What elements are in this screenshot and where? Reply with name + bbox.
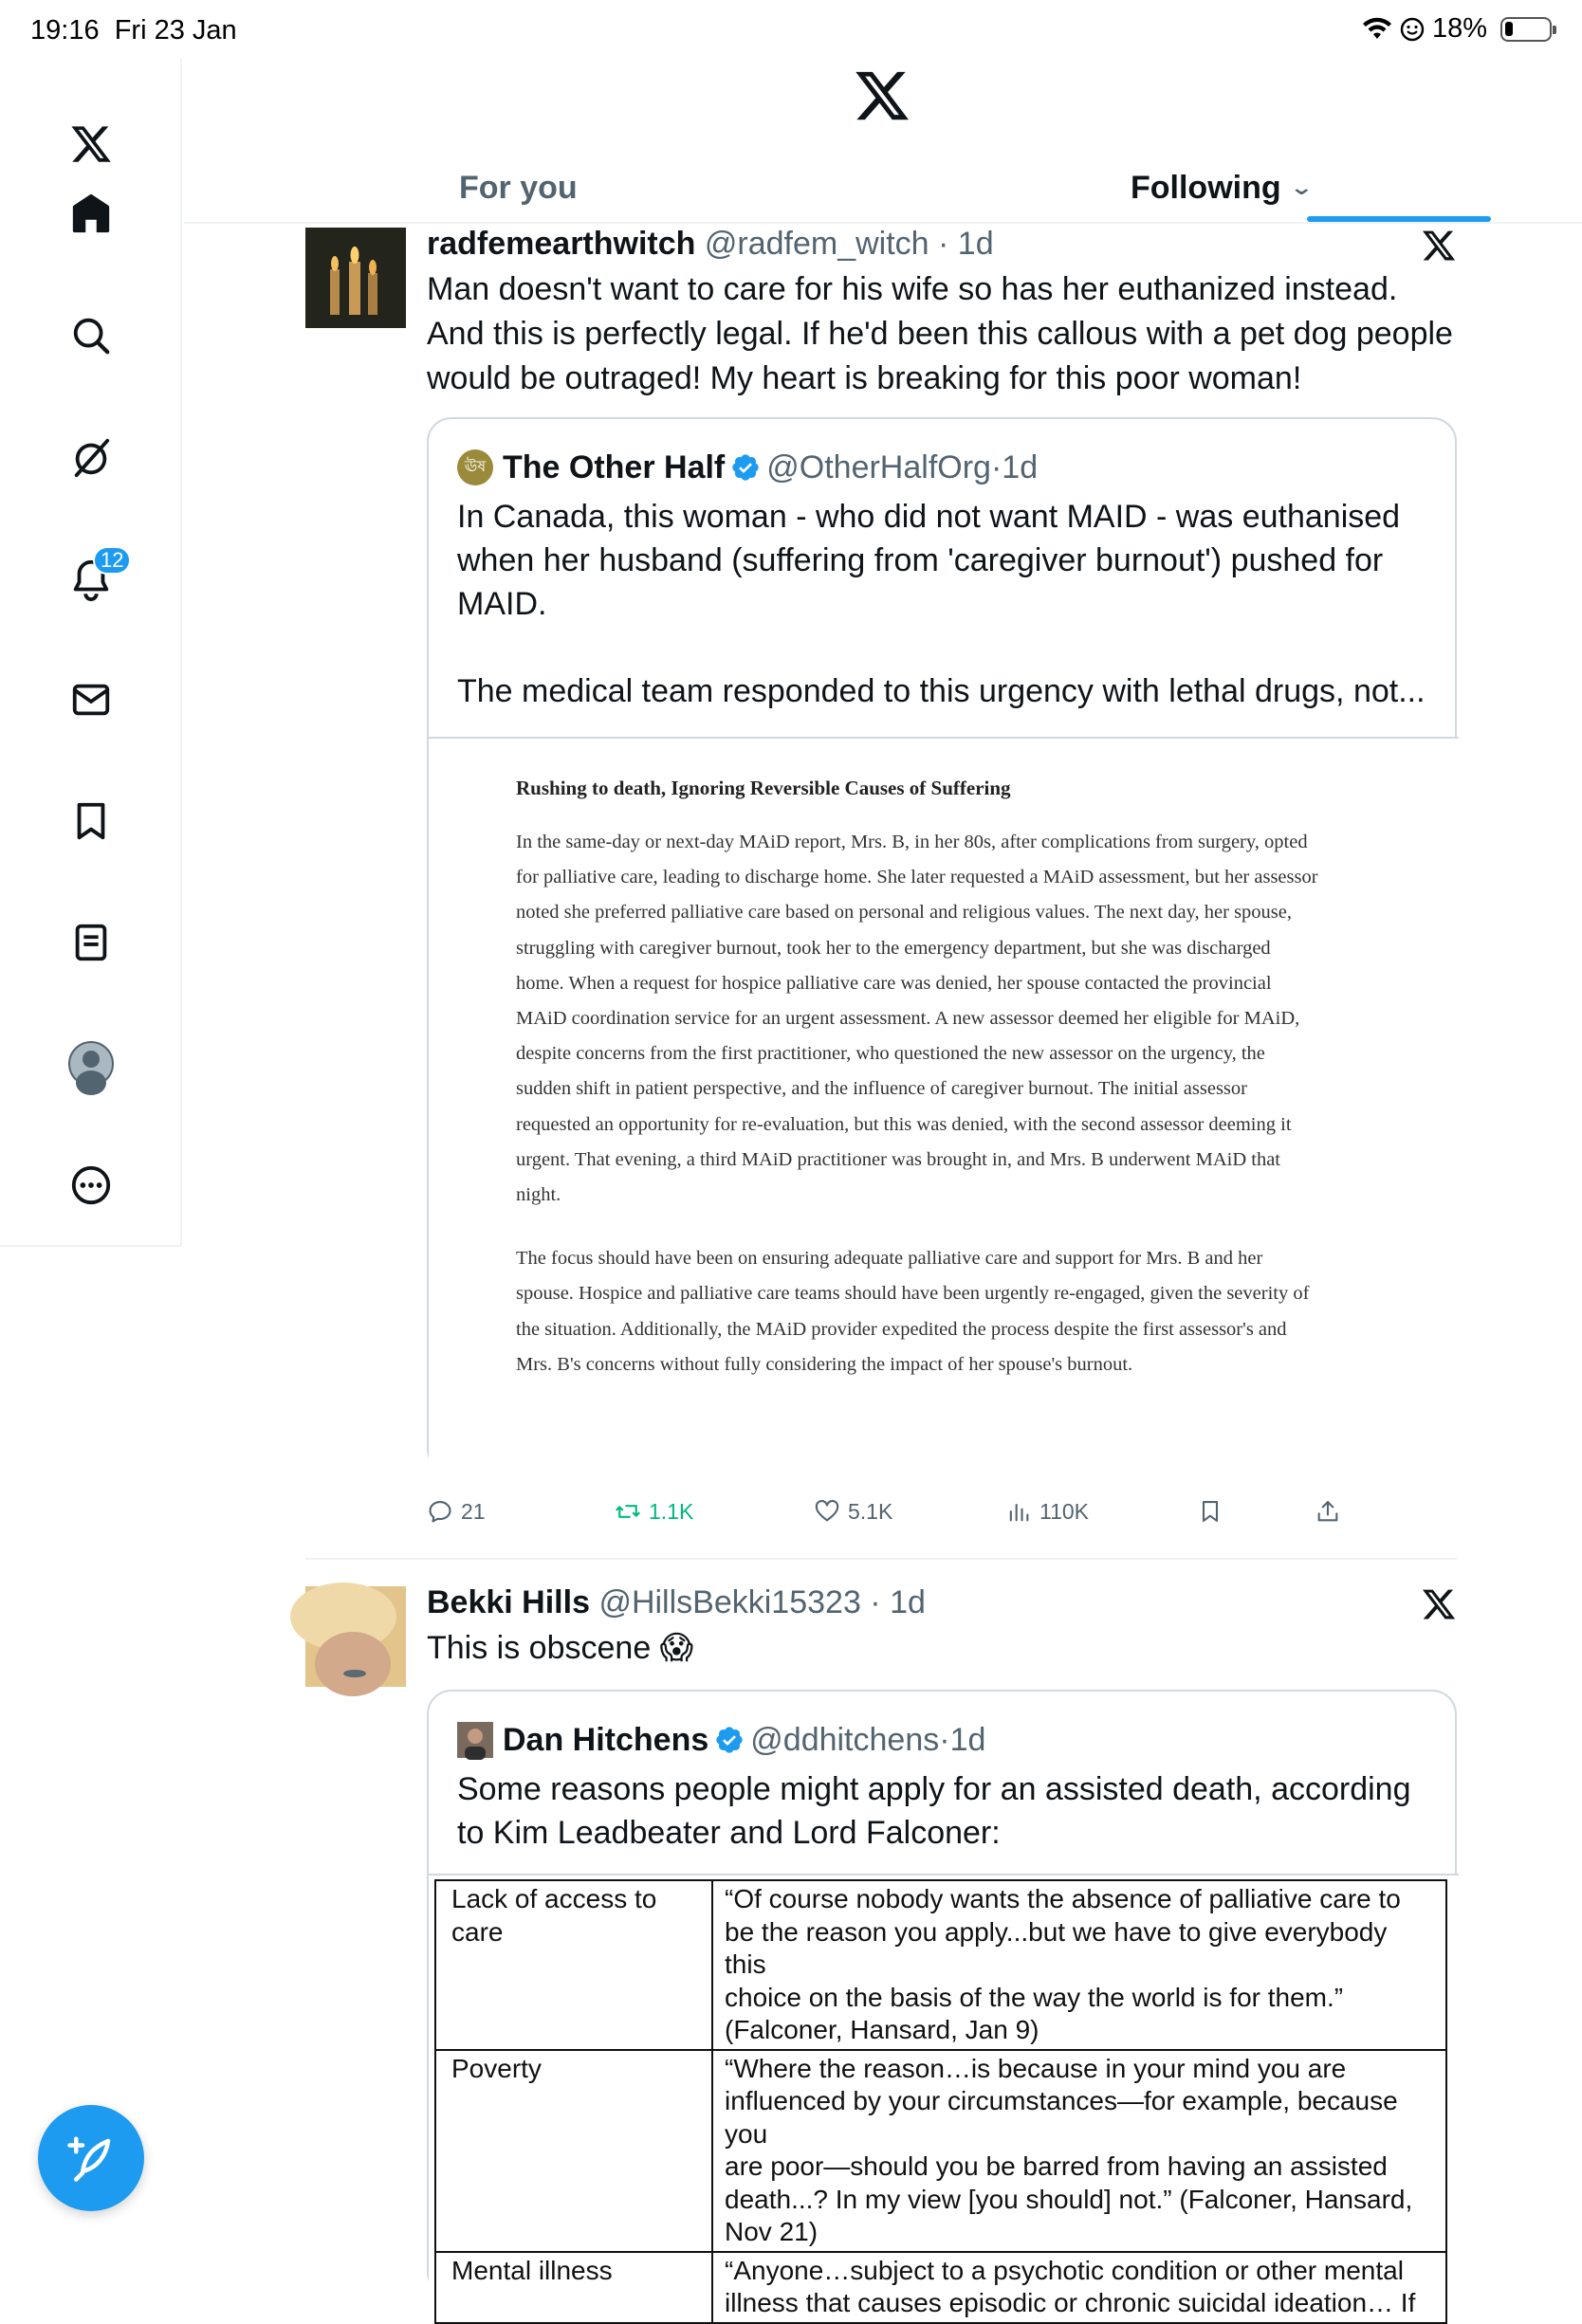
share-button[interactable] <box>1315 1492 1341 1530</box>
quoted-author-handle: @OtherHalfOrg <box>766 449 991 485</box>
sidebar-item-home[interactable] <box>53 176 129 252</box>
notification-badge: 12 <box>93 546 131 575</box>
active-tab-indicator <box>1307 216 1491 222</box>
tweet-card[interactable] <box>305 224 1457 1551</box>
tab-for-you-label: For you <box>459 169 578 206</box>
verified-badge-icon <box>714 1725 745 1755</box>
clock: 19:16 <box>30 15 100 46</box>
quoted-author-avatar <box>457 449 493 485</box>
quoted-tweet-header <box>457 448 1038 487</box>
heart-icon <box>814 1498 840 1525</box>
retweet-count: 1.1K <box>649 1498 694 1524</box>
quoted-tweet-header <box>457 1720 985 1760</box>
quoted-author-name: The Other Half <box>503 449 726 485</box>
status-indicators <box>1362 13 1552 45</box>
tweet-text: Man doesn't want to care for his wife so has her euthanized instead. And this is perfectly legal. If he'd been this callous with a pet dog people would be outraged! My heart is breaking for this poor woman! <box>427 271 1453 396</box>
retweet-icon <box>615 1498 641 1525</box>
document-paragraph: In the same-day or next-day MAiD report, Mrs. B, in her 80s, after complications from surgery, opted for palliative care, leading to discharge home. She later requested a MAiD assessment, but her assessor noted she preferred palliative care based on personal and religious values. The next day, her spouse, struggling with caregiver burnout, took her to the emergency department, but she was discharged home. When a request for hospice palliative care was denied, her spouse contacted the provincial MAiD coordination service for an urgent assessment. A new assessor deemed her eligible for MAiD, despite concerns from the first practitioner, who questioned the new assessor on the urgency, the sudden shift in patient perspective, and the influence of caregiver burnout. The initial assessor requested an opportunity for re-evaluation, but this was denied, with the second assessor deeming it urgent. That evening, a third MAiD practitioner was brought in, and Mrs. B underwent MAiD that night. <box>516 832 1318 1206</box>
list-icon <box>69 921 113 964</box>
quoted-tweet-image[interactable] <box>429 737 1459 1473</box>
table-cell <box>435 2252 712 2323</box>
verified-badge-icon <box>730 452 761 483</box>
reason-label: Poverty <box>451 2053 542 2083</box>
search-icon <box>69 314 113 357</box>
quoted-tweet-text: In Canada, this woman - who did not want MAID - was euthanised when her husband (suffering from 'caregiver burnout') pushed for MAID. The medical team responded to this urgency with lethal drugs, not... <box>457 499 1426 709</box>
quoted-tweet-image[interactable] <box>429 1874 1459 2317</box>
chevron-down-icon: ⌄ <box>1288 175 1314 199</box>
reason-label: Mental illness <box>451 2255 613 2285</box>
quoted-tweet-time: 1d <box>949 1722 986 1758</box>
reason-quote: “Of course nobody wants the absence of palliative care to be the reason you apply...but we have to give everybody this choice on the basis of the way the world is for them.” (Falconer, Hansard, Jan 9) <box>725 1884 1401 2044</box>
battery-icon <box>1500 17 1552 42</box>
table-cell <box>435 2050 712 2252</box>
separator: · <box>939 1722 950 1758</box>
reason-label: Lack of access to care <box>451 1884 657 1947</box>
reply-count: 21 <box>461 1498 486 1524</box>
sidebar-item-explore[interactable] <box>53 298 129 374</box>
tweet-header <box>427 1583 926 1622</box>
profile-avatar <box>68 1041 114 1087</box>
like-button[interactable] <box>814 1492 892 1530</box>
reply-button[interactable] <box>427 1492 486 1530</box>
sidebar-logo-button[interactable] <box>53 106 129 182</box>
sidebar-item-messages[interactable] <box>53 662 129 738</box>
sidebar-item-more[interactable] <box>53 1147 129 1223</box>
sidebar-item-bookmarks[interactable] <box>53 783 129 859</box>
author-avatar[interactable] <box>305 1586 406 1687</box>
quoted-author-avatar <box>457 1722 493 1758</box>
sidebar-item-grok[interactable] <box>53 419 129 495</box>
table-cell <box>712 2252 1446 2323</box>
document-screenshot <box>516 777 1322 1411</box>
tab-following[interactable] <box>1131 152 1314 224</box>
timeline-tabs <box>184 152 1582 224</box>
separator: · <box>860 1584 891 1620</box>
tweet-actions <box>427 1492 1457 1530</box>
separator: · <box>990 449 1003 485</box>
grok-icon <box>69 435 113 479</box>
wifi-icon <box>1362 17 1392 42</box>
table-cell <box>712 2050 1446 2252</box>
author-avatar[interactable] <box>305 228 406 328</box>
tweet-text: This is obscene 😱 <box>427 1630 694 1666</box>
reason-quote: “Where the reason…is because in your mind you are influenced by your circumstances—for example, because you are poor—should you be barred from having an assisted death...? In my view [you should] not.” (Falconer, Hansard, Nov 21) <box>725 2053 1413 2246</box>
compose-feather-icon <box>65 2132 117 2184</box>
x-logo-icon <box>69 122 113 166</box>
home-icon <box>69 192 113 236</box>
man-avatar-image <box>457 1722 493 1758</box>
tab-for-you[interactable] <box>459 152 578 224</box>
bookmark-icon <box>1197 1498 1223 1525</box>
reasons-table <box>434 1879 1447 2324</box>
share-icon <box>1315 1498 1341 1525</box>
sidebar-nav <box>0 59 182 1247</box>
more-circle-icon <box>69 1163 113 1207</box>
separator: · <box>929 226 958 262</box>
bookmark-icon <box>69 799 113 843</box>
tweet-time[interactable]: 1d <box>957 226 994 262</box>
tweet-header <box>427 224 994 264</box>
grok-x-icon[interactable] <box>1421 228 1457 264</box>
tweet-divider <box>305 1558 1457 1560</box>
document-title: Rushing to death, Ignoring Reversible Causes of Suffering <box>516 777 1011 799</box>
quoted-tweet[interactable] <box>427 417 1457 1473</box>
quoted-tweet-text: Some reasons people might apply for an assisted death, according to Kim Leadbeater and Lord Falconer: <box>457 1771 1411 1851</box>
status-time <box>30 15 237 46</box>
author-handle[interactable]: @radfem_witch <box>704 226 929 262</box>
reply-icon <box>427 1498 453 1525</box>
compose-button[interactable] <box>38 2105 144 2211</box>
author-name[interactable]: radfemearthwitch <box>427 226 696 262</box>
mail-icon <box>69 678 113 722</box>
table-cell <box>435 1880 712 2050</box>
document-paragraph: The focus should have been on ensuring adequate palliative care and support for Mrs. B and her spouse. Hospice and palliative care teams should have been urgently re-engaged, given the severity of the situation. Additionally, the MAiD provider expedited the process despite the first assessor's and Mrs. B's concerns without fully considering the impact of her spouse's burnout. <box>516 1248 1310 1375</box>
tab-following-label: Following <box>1131 169 1281 206</box>
focus-smiley-icon <box>1400 17 1425 42</box>
retweet-button[interactable] <box>615 1492 693 1530</box>
analytics-bar-icon <box>1005 1498 1032 1525</box>
author-name[interactable]: Bekki Hills <box>427 1584 590 1620</box>
table-row <box>435 2252 1446 2323</box>
quoted-author-name: Dan Hitchens <box>503 1722 709 1758</box>
status-bar <box>0 0 1582 59</box>
date: Fri 23 Jan <box>114 15 237 46</box>
views-button[interactable] <box>1005 1492 1089 1530</box>
table-row <box>435 1880 1446 2050</box>
table-cell <box>712 1880 1446 2050</box>
sidebar-item-profile[interactable] <box>53 1026 129 1102</box>
quoted-author-handle: @ddhitchens <box>750 1722 940 1758</box>
quoted-avatar-logo: ঊষ <box>464 459 487 475</box>
bookmark-button[interactable] <box>1197 1492 1223 1530</box>
sidebar-item-notifications[interactable] <box>53 540 129 616</box>
author-handle[interactable]: @HillsBekki15323 <box>598 1584 861 1620</box>
battery-level <box>1505 22 1513 36</box>
candles-avatar-image <box>305 228 406 328</box>
sidebar-item-lists[interactable] <box>53 905 129 980</box>
reason-quote: “Anyone…subject to a psychotic condition or other mental illness that causes episodic or chronic suicidal ideation… If <box>725 2255 1416 2317</box>
blonde-avatar-image <box>305 1586 406 1687</box>
grok-x-icon[interactable] <box>1421 1586 1457 1622</box>
table-row <box>435 2050 1446 2252</box>
like-count: 5.1K <box>848 1498 893 1524</box>
quoted-tweet-time: 1d <box>1002 449 1039 485</box>
tweet-time[interactable]: 1d <box>890 1584 926 1620</box>
x-logo-icon[interactable] <box>853 66 911 125</box>
battery-percent: 18% <box>1431 13 1487 44</box>
quoted-tweet[interactable] <box>427 1690 1457 2317</box>
view-count: 110K <box>1039 1498 1090 1524</box>
tweet-card[interactable] <box>305 1583 1457 2317</box>
